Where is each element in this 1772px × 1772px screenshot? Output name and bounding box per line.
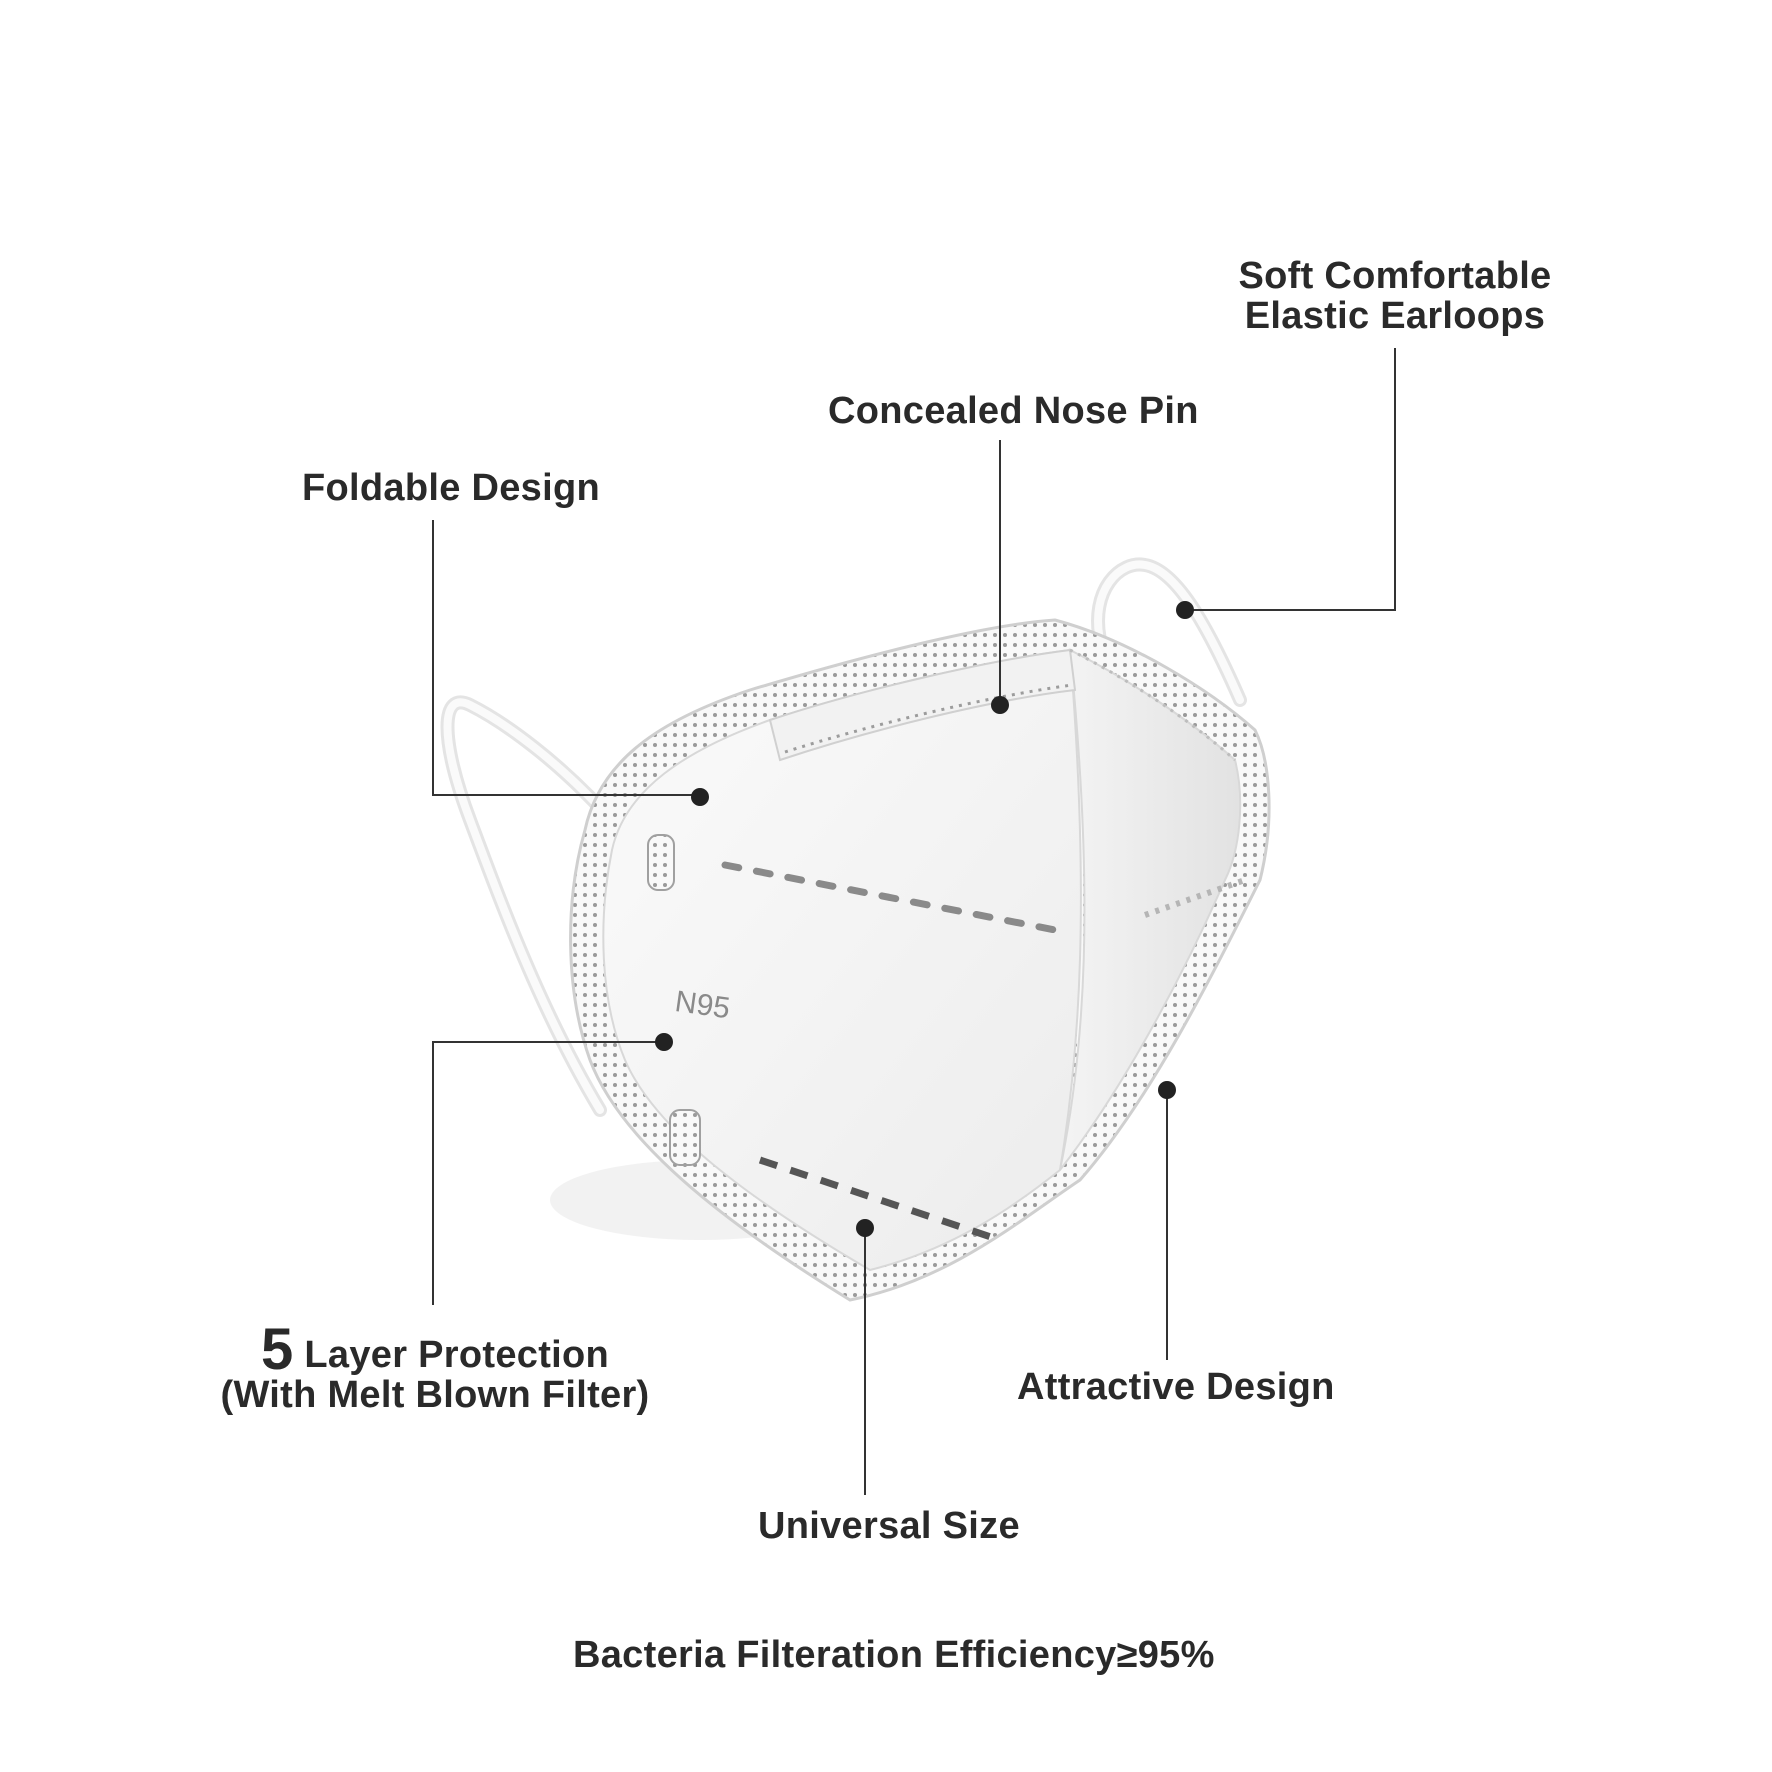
leader-earloops	[1180, 348, 1395, 610]
layer-protection-line2: (With Melt Blown Filter)	[220, 1374, 650, 1416]
dot-layer	[655, 1033, 673, 1051]
dot-attractive	[1158, 1081, 1176, 1099]
layer-protection-label	[205, 1317, 665, 1416]
earloops-line2: Elastic Earloops	[1244, 295, 1546, 337]
layer-protection-text: Layer Protection	[304, 1334, 610, 1376]
attractive-label: Attractive Design	[1017, 1366, 1335, 1408]
vent-bottom	[670, 1110, 700, 1165]
dot-universal	[856, 1219, 874, 1237]
universal-label: Universal Size	[758, 1505, 1020, 1547]
earloops-line1: Soft Comfortable	[1238, 255, 1552, 297]
mask-print: N95	[672, 984, 733, 1026]
layer-protection-line1	[205, 1317, 665, 1382]
layer-count: 5	[260, 1317, 294, 1382]
nose-pin-label: Concealed Nose Pin	[828, 390, 1199, 432]
dot-earloops	[1176, 601, 1194, 619]
foldable-label: Foldable Design	[302, 467, 600, 509]
vent-top	[648, 835, 674, 890]
efficiency-footer: Bacteria Filteration Efficiency≥95%	[573, 1634, 1215, 1676]
earloops-label	[1225, 256, 1565, 336]
dot-foldable	[691, 788, 709, 806]
dot-nose-pin	[991, 696, 1009, 714]
